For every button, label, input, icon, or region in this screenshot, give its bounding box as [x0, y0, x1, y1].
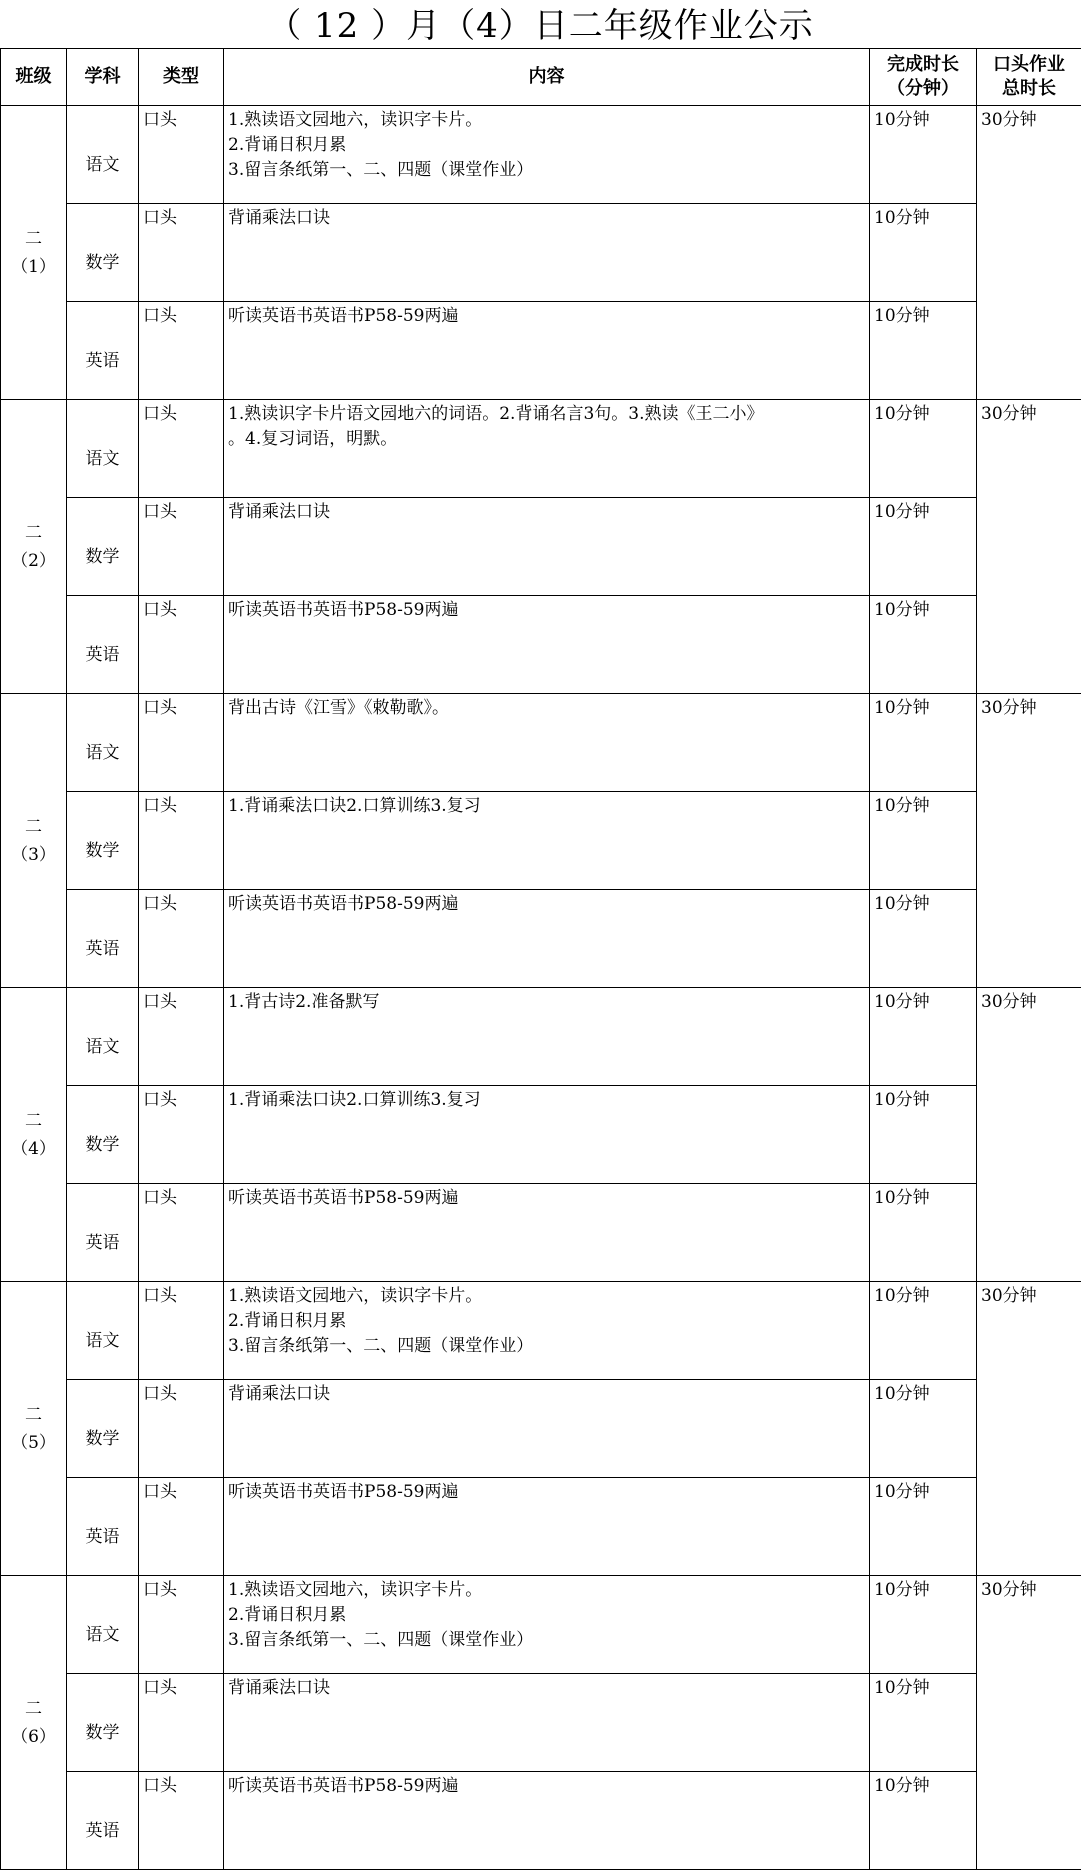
page-title: （ 12 ）月（4）日二年级作业公示 — [0, 0, 1081, 48]
duration-cell: 10分钟 — [870, 694, 977, 792]
content-line: 1.熟读识字卡片语文园地六的词语。2.背诵名言3句。3.熟读《王二小》 — [228, 402, 869, 427]
subject-cell: 英语 — [67, 302, 139, 400]
table-row — [1, 204, 1081, 302]
type-cell: 口头 — [139, 204, 224, 302]
subject-cell: 数学 — [67, 1086, 139, 1184]
table-row — [1, 1576, 1081, 1674]
total-duration-cell: 30分钟 — [977, 106, 1081, 400]
content-line: 1.背古诗2.准备默写 — [228, 990, 869, 1015]
content-line: 听读英语书英语书P58-59两遍 — [228, 1186, 869, 1211]
content-cell — [224, 890, 870, 988]
content-line: 2.背诵日积月累 — [228, 1603, 869, 1628]
content-line: 听读英语书英语书P58-59两遍 — [228, 598, 869, 623]
subject-cell: 数学 — [67, 204, 139, 302]
content-line: 2.背诵日积月累 — [228, 1309, 869, 1334]
content-cell — [224, 694, 870, 792]
subject-cell: 英语 — [67, 890, 139, 988]
subject-cell: 语文 — [67, 1576, 139, 1674]
type-cell: 口头 — [139, 890, 224, 988]
total-duration-cell: 30分钟 — [977, 694, 1081, 988]
class-grade: 二 — [1, 1695, 66, 1723]
content-line: 。4.复习词语，明默。 — [228, 427, 869, 452]
header-class: 班级 — [1, 49, 67, 106]
class-number: （3） — [1, 841, 66, 869]
type-cell: 口头 — [139, 498, 224, 596]
duration-cell: 10分钟 — [870, 890, 977, 988]
table-row — [1, 400, 1081, 498]
content-line: 背诵乘法口诀 — [228, 1382, 869, 1407]
type-cell: 口头 — [139, 106, 224, 204]
content-line: 背出古诗《江雪》《敕勒歌》。 — [228, 696, 869, 721]
content-line: 背诵乘法口诀 — [228, 500, 869, 525]
content-line: 1.背诵乘法口诀2.口算训练3.复习 — [228, 1088, 869, 1113]
content-cell — [224, 1674, 870, 1772]
content-line: 听读英语书英语书P58-59两遍 — [228, 1480, 869, 1505]
content-line: 听读英语书英语书P58-59两遍 — [228, 304, 869, 329]
content-line: 1.背诵乘法口诀2.口算训练3.复习 — [228, 794, 869, 819]
table-row — [1, 792, 1081, 890]
subject-cell: 语文 — [67, 694, 139, 792]
class-cell — [1, 988, 67, 1282]
duration-cell: 10分钟 — [870, 106, 977, 204]
class-number: （6） — [1, 1723, 66, 1751]
type-cell: 口头 — [139, 988, 224, 1086]
subject-cell: 数学 — [67, 1380, 139, 1478]
type-cell: 口头 — [139, 1184, 224, 1282]
duration-cell: 10分钟 — [870, 988, 977, 1086]
content-cell — [224, 498, 870, 596]
content-cell — [224, 1380, 870, 1478]
table-row — [1, 596, 1081, 694]
type-cell: 口头 — [139, 1772, 224, 1870]
table-row — [1, 302, 1081, 400]
subject-cell: 语文 — [67, 1282, 139, 1380]
type-cell: 口头 — [139, 596, 224, 694]
content-cell — [224, 792, 870, 890]
duration-cell: 10分钟 — [870, 400, 977, 498]
subject-cell: 英语 — [67, 1478, 139, 1576]
duration-cell: 10分钟 — [870, 1086, 977, 1184]
content-line: 1.熟读语文园地六，读识字卡片。 — [228, 1284, 869, 1309]
type-cell: 口头 — [139, 792, 224, 890]
header-content: 内容 — [224, 49, 870, 106]
table-row — [1, 890, 1081, 988]
homework-table — [0, 48, 1081, 1870]
total-duration-cell: 30分钟 — [977, 1576, 1081, 1870]
header-duration-line2: （分钟） — [870, 77, 976, 101]
content-cell — [224, 1282, 870, 1380]
content-cell — [224, 596, 870, 694]
class-number: （5） — [1, 1429, 66, 1457]
header-duration — [870, 49, 977, 106]
content-cell — [224, 1184, 870, 1282]
type-cell: 口头 — [139, 1282, 224, 1380]
content-line: 1.熟读语文园地六，读识字卡片。 — [228, 1578, 869, 1603]
total-duration-cell: 30分钟 — [977, 988, 1081, 1282]
duration-cell: 10分钟 — [870, 1478, 977, 1576]
class-grade: 二 — [1, 1401, 66, 1429]
table-row — [1, 1478, 1081, 1576]
table-row — [1, 1380, 1081, 1478]
table-row — [1, 1674, 1081, 1772]
class-number: （2） — [1, 547, 66, 575]
content-cell — [224, 1576, 870, 1674]
header-type: 类型 — [139, 49, 224, 106]
content-cell — [224, 1772, 870, 1870]
table-row — [1, 988, 1081, 1086]
duration-cell: 10分钟 — [870, 1184, 977, 1282]
duration-cell: 10分钟 — [870, 302, 977, 400]
class-cell — [1, 694, 67, 988]
subject-cell: 英语 — [67, 596, 139, 694]
class-grade: 二 — [1, 1107, 66, 1135]
content-cell — [224, 302, 870, 400]
content-cell — [224, 106, 870, 204]
total-duration-cell: 30分钟 — [977, 1282, 1081, 1576]
subject-cell: 英语 — [67, 1184, 139, 1282]
content-cell — [224, 1086, 870, 1184]
table-row — [1, 1282, 1081, 1380]
total-duration-cell: 30分钟 — [977, 400, 1081, 694]
class-grade: 二 — [1, 225, 66, 253]
content-line: 3.留言条纸第一、二、四题（课堂作业） — [228, 1334, 869, 1359]
type-cell: 口头 — [139, 400, 224, 498]
table-row — [1, 694, 1081, 792]
class-grade: 二 — [1, 519, 66, 547]
table-row — [1, 498, 1081, 596]
duration-cell: 10分钟 — [870, 498, 977, 596]
content-cell — [224, 204, 870, 302]
type-cell: 口头 — [139, 302, 224, 400]
content-cell — [224, 400, 870, 498]
duration-cell: 10分钟 — [870, 1380, 977, 1478]
class-cell — [1, 1282, 67, 1576]
header-duration-line1: 完成时长 — [870, 53, 976, 77]
duration-cell: 10分钟 — [870, 1282, 977, 1380]
table-row — [1, 1772, 1081, 1870]
content-line: 3.留言条纸第一、二、四题（课堂作业） — [228, 1628, 869, 1653]
table-row — [1, 1184, 1081, 1282]
subject-cell: 数学 — [67, 1674, 139, 1772]
content-line: 背诵乘法口诀 — [228, 206, 869, 231]
subject-cell: 语文 — [67, 400, 139, 498]
class-number: （1） — [1, 253, 66, 281]
type-cell: 口头 — [139, 1380, 224, 1478]
duration-cell: 10分钟 — [870, 792, 977, 890]
subject-cell: 数学 — [67, 792, 139, 890]
subject-cell: 数学 — [67, 498, 139, 596]
duration-cell: 10分钟 — [870, 1772, 977, 1870]
content-line: 3.留言条纸第一、二、四题（课堂作业） — [228, 158, 869, 183]
subject-cell: 英语 — [67, 1772, 139, 1870]
content-line: 听读英语书英语书P58-59两遍 — [228, 892, 869, 917]
class-cell — [1, 400, 67, 694]
content-line: 1.熟读语文园地六，读识字卡片。 — [228, 108, 869, 133]
type-cell: 口头 — [139, 694, 224, 792]
class-grade: 二 — [1, 813, 66, 841]
header-total-line1: 口头作业 — [977, 53, 1081, 77]
duration-cell: 10分钟 — [870, 1576, 977, 1674]
subject-cell: 语文 — [67, 106, 139, 204]
header-row — [1, 49, 1081, 106]
duration-cell: 10分钟 — [870, 596, 977, 694]
header-total-line2: 总时长 — [977, 77, 1081, 101]
table-row — [1, 1086, 1081, 1184]
class-cell — [1, 1576, 67, 1870]
content-cell — [224, 1478, 870, 1576]
type-cell: 口头 — [139, 1086, 224, 1184]
class-cell — [1, 106, 67, 400]
duration-cell: 10分钟 — [870, 204, 977, 302]
header-subject: 学科 — [67, 49, 139, 106]
type-cell: 口头 — [139, 1576, 224, 1674]
content-line: 背诵乘法口诀 — [228, 1676, 869, 1701]
duration-cell: 10分钟 — [870, 1674, 977, 1772]
header-total — [977, 49, 1081, 106]
type-cell: 口头 — [139, 1674, 224, 1772]
content-line: 2.背诵日积月累 — [228, 133, 869, 158]
table-body — [1, 106, 1081, 1870]
type-cell: 口头 — [139, 1478, 224, 1576]
content-line: 听读英语书英语书P58-59两遍 — [228, 1774, 869, 1799]
subject-cell: 语文 — [67, 988, 139, 1086]
content-cell — [224, 988, 870, 1086]
class-number: （4） — [1, 1135, 66, 1163]
table-row — [1, 106, 1081, 204]
